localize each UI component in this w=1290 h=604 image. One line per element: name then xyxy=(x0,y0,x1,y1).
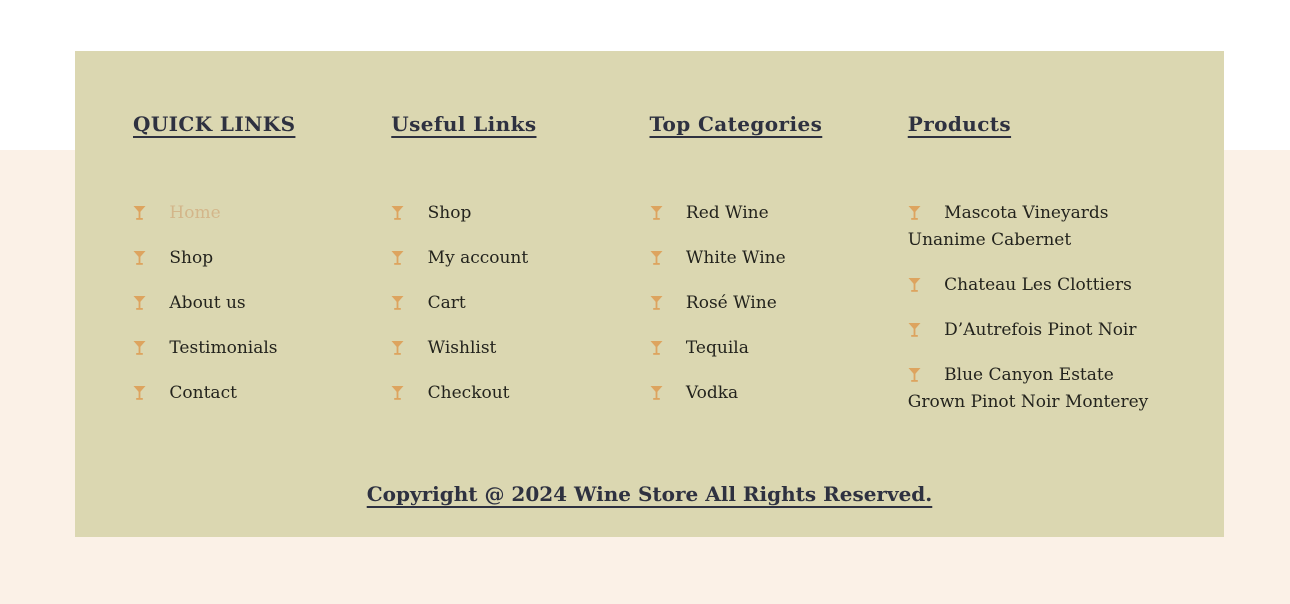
cocktail-glass-icon xyxy=(650,341,663,354)
footer-link-wishlist[interactable] xyxy=(391,335,649,362)
footer-link-tequila[interactable] xyxy=(650,335,908,362)
footer-link-white-wine[interactable] xyxy=(650,245,908,272)
product-link-chateau-les-clottiers[interactable] xyxy=(908,272,1166,299)
footer-link-vodka[interactable] xyxy=(650,380,908,407)
footer-link-label: Checkout xyxy=(427,383,510,403)
footer-link-cart[interactable] xyxy=(391,290,649,317)
footer-link-label: Vodka xyxy=(685,383,739,403)
products-list xyxy=(908,200,1166,416)
footer-link-label: Shop xyxy=(169,248,214,268)
footer-link-label: My account xyxy=(427,248,529,268)
cocktail-glass-icon xyxy=(133,251,146,264)
footer-link-label: D’Autrefois Pinot Noir xyxy=(944,320,1137,340)
cocktail-glass-icon xyxy=(908,368,921,381)
site-footer xyxy=(75,51,1224,537)
footer-link-label: Tequila xyxy=(685,338,749,358)
footer-link-shop[interactable] xyxy=(133,245,391,272)
footer-column-products xyxy=(908,111,1166,434)
footer-link-contact[interactable] xyxy=(133,380,391,407)
cocktail-glass-icon xyxy=(133,386,146,399)
footer-link-label: Contact xyxy=(169,383,237,403)
useful-links-list xyxy=(391,200,649,407)
top-categories-heading: Top Categories xyxy=(649,112,823,136)
cocktail-glass-icon xyxy=(908,206,921,219)
cocktail-glass-icon xyxy=(650,206,663,219)
footer-link-checkout[interactable] xyxy=(391,380,649,407)
cocktail-glass-icon xyxy=(908,323,921,336)
footer-link-label: Home xyxy=(169,203,221,223)
useful-links-heading: Useful Links xyxy=(391,112,537,136)
cocktail-glass-icon xyxy=(650,296,663,309)
footer-link-label: Rosé Wine xyxy=(685,293,777,313)
cocktail-glass-icon xyxy=(133,206,146,219)
footer-column-useful-links xyxy=(391,111,649,434)
footer-link-label: About us xyxy=(169,293,246,313)
footer-link-label: Shop xyxy=(427,203,472,223)
product-link-blue-canyon-estate-grown-pinot-noir-monterey[interactable] xyxy=(908,362,1166,416)
cocktail-glass-icon xyxy=(391,296,404,309)
footer-link-shop[interactable] xyxy=(391,200,649,227)
cocktail-glass-icon xyxy=(133,296,146,309)
footer-link-my-account[interactable] xyxy=(391,245,649,272)
top-categories-list xyxy=(650,200,908,407)
footer-link-testimonials[interactable] xyxy=(133,335,391,362)
copyright-text: Copyright @ 2024 Wine Store All Rights Reserved. xyxy=(366,482,933,506)
footer-link-red-wine[interactable] xyxy=(650,200,908,227)
footer-columns xyxy=(133,111,1166,434)
quick-links-list xyxy=(133,200,391,407)
products-heading: Products xyxy=(907,112,1012,136)
product-link-mascota-vineyards-unanime-cabernet[interactable] xyxy=(908,200,1166,254)
cocktail-glass-icon xyxy=(908,278,921,291)
footer-link-label: Blue Canyon Estate Grown Pinot Noir Monterey xyxy=(907,365,1149,412)
quick-links-heading: QUICK LINKS xyxy=(133,112,296,136)
cocktail-glass-icon xyxy=(391,341,404,354)
footer-link-home[interactable] xyxy=(133,200,391,227)
footer-link-label: Chateau Les Clottiers xyxy=(944,275,1132,295)
cocktail-glass-icon xyxy=(391,206,404,219)
footer-link-label: Red Wine xyxy=(685,203,769,223)
cocktail-glass-icon xyxy=(650,386,663,399)
product-link-dautrefois-pinot-noir[interactable] xyxy=(908,317,1166,344)
footer-column-quick-links xyxy=(133,111,391,434)
footer-link-about-us[interactable] xyxy=(133,290,391,317)
footer-link-label: Testimonials xyxy=(169,338,278,358)
footer-link-label: Wishlist xyxy=(427,338,497,358)
cocktail-glass-icon xyxy=(391,251,404,264)
footer-link-label: Mascota Vineyards Unanime Cabernet xyxy=(907,203,1109,250)
cocktail-glass-icon xyxy=(650,251,663,264)
footer-column-top-categories xyxy=(650,111,908,434)
cocktail-glass-icon xyxy=(133,341,146,354)
footer-link-rose-wine[interactable] xyxy=(650,290,908,317)
footer-link-label: Cart xyxy=(427,293,466,313)
footer-link-label: White Wine xyxy=(685,248,786,268)
cocktail-glass-icon xyxy=(391,386,404,399)
